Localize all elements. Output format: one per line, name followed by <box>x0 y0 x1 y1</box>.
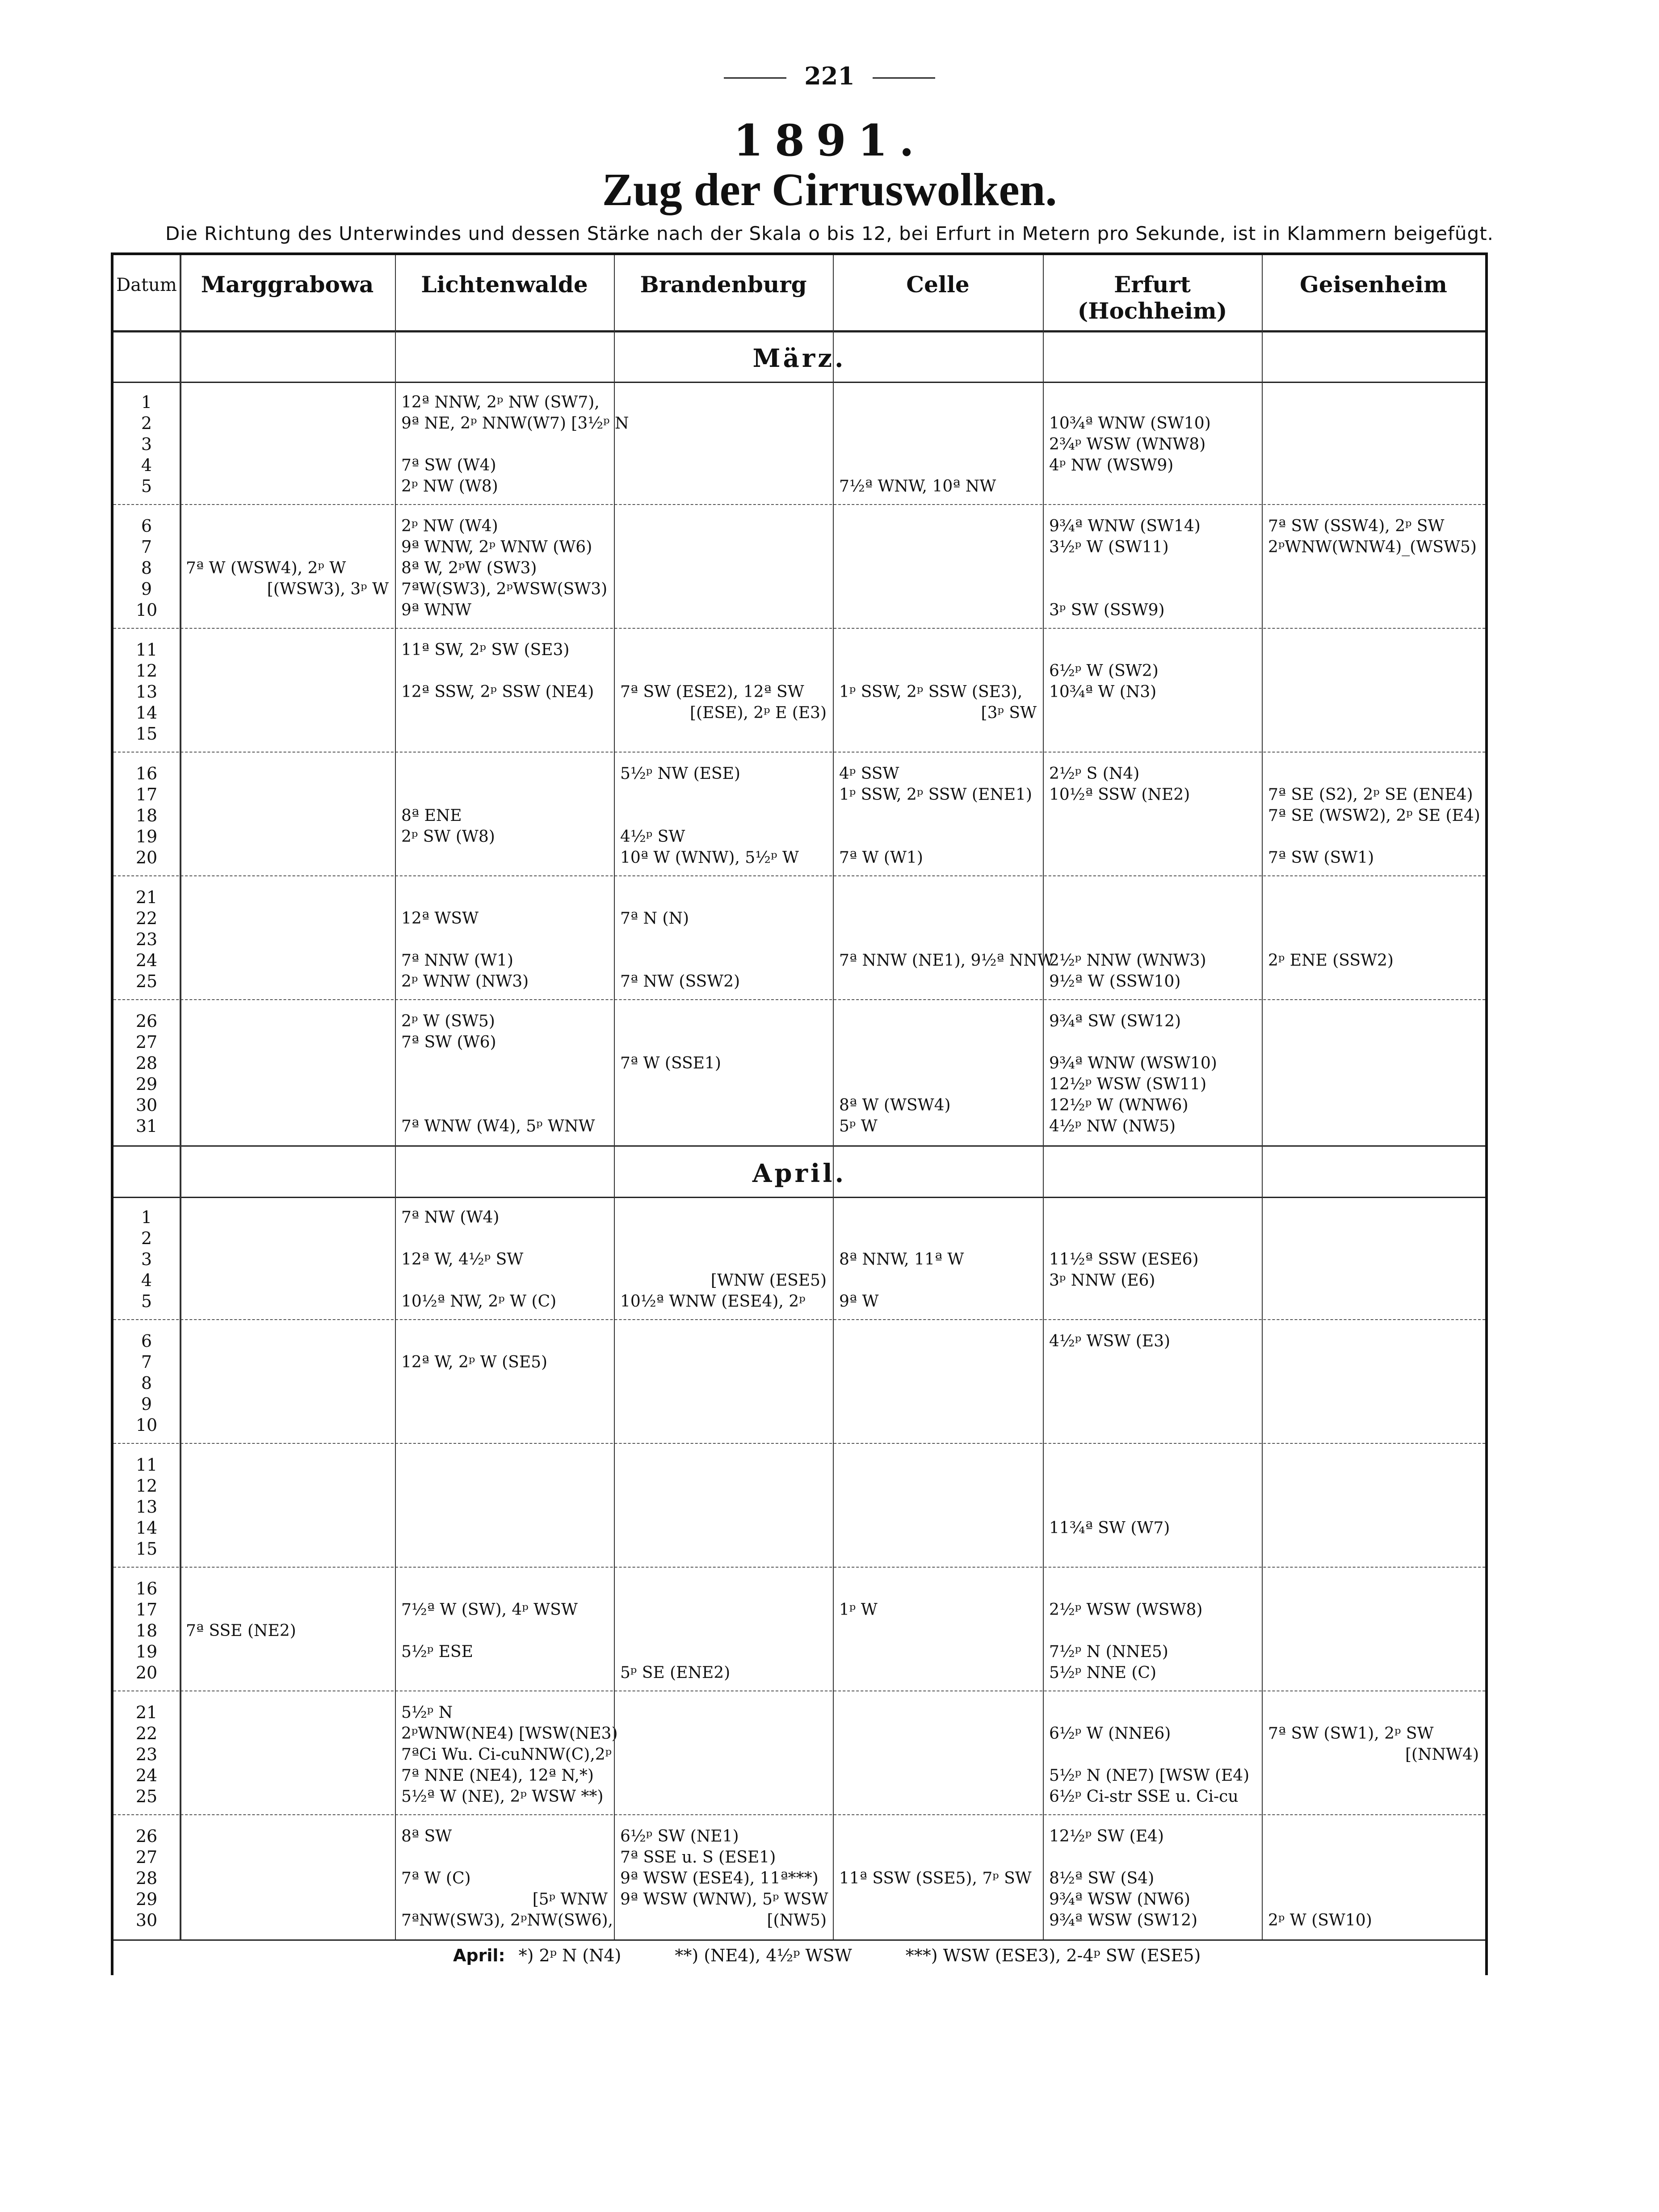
station-cell-celle: 9ª W <box>839 1292 879 1311</box>
subtitle: Die Richtung des Unterwindes und dessen Stärke nach der Skala o bis 12, bei Erfurt in Metern pro Sekunde, ist in Klammern beigefügt. <box>165 223 1494 244</box>
date-cell: 21 <box>135 887 158 907</box>
station-cell-erfurt-hochheim: 5½ᵖ N (NE7) [WSW (E4) <box>1049 1766 1250 1785</box>
footnote-1: *) 2ᵖ N (N4) <box>518 1946 622 1965</box>
station-cell-celle: [3ᵖ SW <box>981 704 1037 722</box>
station-cell-lichtenwalde: 7ª NNW (W1) <box>401 951 513 970</box>
station-cell-erfurt-hochheim: 2½ᵖ WSW (WSW8) <box>1049 1601 1203 1619</box>
page-number-text: 221 <box>804 62 855 90</box>
station-cell-erfurt-hochheim: 4ᵖ NW (WSW9) <box>1049 456 1174 475</box>
column-rule <box>1043 255 1044 1939</box>
station-cell-brandenburg: 10ª W (WNW), 5½ᵖ W <box>620 849 799 867</box>
date-cell: 3 <box>141 434 152 454</box>
date-cell: 24 <box>135 1766 158 1785</box>
station-cell-celle: 7ª NNW (NE1), 9½ª NNW <box>839 951 1054 970</box>
station-cell-erfurt-hochheim: 9¾ª WSW (SW12) <box>1049 1911 1198 1930</box>
date-cell: 18 <box>135 806 158 825</box>
station-cell-lichtenwalde: 12ª NNW, 2ᵖ NW (SW7), <box>401 393 600 412</box>
station-cell-lichtenwalde: 2ᵖ WNW (NW3) <box>401 972 529 991</box>
station-cell-celle: 11ª SSW (SSE5), 7ᵖ SW <box>839 1869 1032 1888</box>
station-cell-erfurt-hochheim: 12½ᵖ W (WNW6) <box>1049 1096 1189 1114</box>
station-cell-brandenburg: 10½ª WNW (ESE4), 2ᵖ <box>620 1292 806 1311</box>
station-cell-erfurt-hochheim: 11¾ª SW (W7) <box>1049 1519 1170 1537</box>
station-cell-brandenburg: 7ª SW (ESE2), 12ª SW <box>620 683 804 701</box>
column-header-erfurt-hochheim: Erfurt (Hochheim) <box>1077 271 1227 324</box>
station-cell-erfurt-hochheim: 2½ᵖ NNW (WNW3) <box>1049 951 1206 970</box>
date-cell: 30 <box>135 1910 158 1930</box>
station-cell-lichtenwalde: 7ª SW (W6) <box>401 1033 496 1051</box>
station-cell-lichtenwalde: 2ᵖWNW(NE4) [WSW(NE3) <box>401 1724 618 1743</box>
date-cell: 30 <box>135 1095 158 1115</box>
date-cell: 26 <box>135 1011 158 1031</box>
date-cell: 25 <box>135 1787 158 1806</box>
column-header-geisenheim: Geisenheim <box>1300 271 1447 298</box>
date-cell: 18 <box>135 1621 158 1640</box>
date-cell: 29 <box>135 1074 158 1094</box>
station-cell-lichtenwalde: 7½ª W (SW), 4ᵖ WSW <box>401 1601 578 1619</box>
date-cell: 7 <box>141 537 152 557</box>
cirrus-table <box>111 252 1488 1975</box>
station-cell-lichtenwalde: 11ª SW, 2ᵖ SW (SE3) <box>401 641 570 659</box>
station-cell-erfurt-hochheim: 4½ᵖ WSW (E3) <box>1049 1332 1171 1350</box>
date-cell: 23 <box>135 1745 158 1764</box>
station-cell-erfurt-hochheim: 12½ᵖ WSW (SW11) <box>1049 1075 1207 1093</box>
date-cell: 28 <box>135 1053 158 1073</box>
station-cell-marggrabowa: 7ª SSE (NE2) <box>186 1622 296 1640</box>
page-number-rule-left <box>724 77 786 79</box>
station-cell-lichtenwalde: 12ª SSW, 2ᵖ SSW (NE4) <box>401 683 594 701</box>
station-cell-celle: 7ª W (W1) <box>839 849 923 867</box>
date-cell: 27 <box>135 1847 158 1867</box>
date-cell: 23 <box>135 929 158 949</box>
station-cell-lichtenwalde: 9ª NE, 2ᵖ NNW(W7) [3½ᵖ N <box>401 414 629 433</box>
station-cell-lichtenwalde: 7ª W (C) <box>401 1869 471 1888</box>
station-cell-celle: 1ᵖ SSW, 2ᵖ SSW (SE3), <box>839 683 1023 701</box>
year-heading: 1891. <box>733 115 926 166</box>
station-cell-erfurt-hochheim: 3ᵖ SW (SSW9) <box>1049 601 1165 619</box>
date-cell: 31 <box>135 1116 158 1136</box>
station-cell-lichtenwalde: 5½ᵖ ESE <box>401 1643 473 1661</box>
station-cell-lichtenwalde: 8ª W, 2ᵖW (SW3) <box>401 559 537 577</box>
date-cell: 3 <box>141 1249 152 1269</box>
station-cell-erfurt-hochheim: 10½ª SSW (NE2) <box>1049 786 1190 804</box>
date-cell: 20 <box>135 848 158 867</box>
station-cell-lichtenwalde: 5½ª W (NE), 2ᵖ WSW **) <box>401 1787 604 1806</box>
station-cell-erfurt-hochheim: 2¾ᵖ WSW (WNW8) <box>1049 435 1206 454</box>
station-cell-lichtenwalde: 12ª WSW <box>401 909 479 928</box>
station-cell-brandenburg: 9ª WSW (WNW), 5ᵖ WSW <box>620 1890 828 1909</box>
column-rule <box>180 255 181 1939</box>
date-cell: 19 <box>135 1642 158 1661</box>
page-number <box>0 62 1659 90</box>
station-cell-geisenheim: 7ª SE (WSW2), 2ᵖ SE (E4) <box>1268 807 1480 825</box>
date-cell: 11 <box>135 640 158 660</box>
date-cell: 17 <box>135 1600 158 1619</box>
date-cell: 20 <box>135 1663 158 1682</box>
date-cell: 19 <box>135 827 158 846</box>
month-rule <box>113 1197 1485 1198</box>
station-cell-brandenburg: 5ᵖ SE (ENE2) <box>620 1664 731 1682</box>
station-cell-lichtenwalde: 7ªW(SW3), 2ᵖWSW(SW3) <box>401 580 608 598</box>
date-cell: 22 <box>135 1724 158 1743</box>
station-cell-lichtenwalde: [5ᵖ WNW <box>532 1890 608 1909</box>
station-cell-erfurt-hochheim: 3ᵖ NNW (E6) <box>1049 1271 1155 1290</box>
station-cell-lichtenwalde: 7ªCi Wu. Ci-cuNNW(C),2ᵖ <box>401 1745 612 1764</box>
station-cell-lichtenwalde: 9ª WNW <box>401 601 471 619</box>
date-cell: 28 <box>135 1868 158 1888</box>
date-cell: 14 <box>135 1518 158 1538</box>
station-cell-erfurt-hochheim: 6½ᵖ Ci-str SSE u. Ci-cu <box>1049 1787 1239 1806</box>
date-cell: 9 <box>141 579 152 599</box>
date-cell: 6 <box>141 1331 152 1351</box>
date-cell: 13 <box>135 1497 158 1517</box>
station-cell-marggrabowa: 7ª W (WSW4), 2ᵖ W <box>186 559 346 577</box>
date-cell: 27 <box>135 1032 158 1052</box>
station-cell-geisenheim: [(NNW4) <box>1405 1745 1479 1764</box>
date-cell: 22 <box>135 908 158 928</box>
column-header-datum: Datum <box>116 275 177 295</box>
month-rule <box>113 382 1485 383</box>
column-header-lichtenwalde: Lichtenwalde <box>421 271 588 298</box>
station-cell-lichtenwalde: 2ᵖ NW (W8) <box>401 477 498 496</box>
station-cell-lichtenwalde: 12ª W, 4½ᵖ SW <box>401 1250 524 1269</box>
month-heading: April. <box>752 1159 847 1188</box>
station-cell-brandenburg: 5½ᵖ NW (ESE) <box>620 765 740 783</box>
column-rule <box>395 255 396 1939</box>
month-heading: März. <box>752 344 846 373</box>
date-cell: 7 <box>141 1352 152 1372</box>
date-cell: 16 <box>135 764 158 783</box>
footnote-2: **) (NE4), 4½ᵖ WSW <box>675 1946 852 1965</box>
station-cell-brandenburg: 6½ᵖ SW (NE1) <box>620 1827 739 1846</box>
column-header-celle: Celle <box>906 271 970 298</box>
station-cell-erfurt-hochheim: 9¾ª WNW (SW14) <box>1049 517 1201 535</box>
date-cell: 16 <box>135 1579 158 1598</box>
date-cell: 10 <box>135 600 158 620</box>
group-separator <box>113 752 1485 753</box>
station-cell-lichtenwalde: 2ᵖ SW (W8) <box>401 828 495 846</box>
group-separator <box>113 1443 1485 1444</box>
station-cell-marggrabowa: [(WSW3), 3ᵖ W <box>267 580 389 598</box>
station-cell-lichtenwalde: 9ª WNW, 2ᵖ WNW (W6) <box>401 538 592 556</box>
column-rule <box>1262 255 1263 1939</box>
date-cell: 29 <box>135 1889 158 1909</box>
station-cell-lichtenwalde: 8ª ENE <box>401 807 462 825</box>
station-cell-erfurt-hochheim: 12½ᵖ SW (E4) <box>1049 1827 1164 1846</box>
station-cell-geisenheim: 7ª SE (S2), 2ᵖ SE (ENE4) <box>1268 786 1473 804</box>
date-cell: 13 <box>135 682 158 702</box>
date-cell: 5 <box>141 476 152 496</box>
station-cell-brandenburg: [(NW5) <box>767 1911 827 1930</box>
date-cell: 15 <box>135 1539 158 1559</box>
column-header-brandenburg: Brandenburg <box>640 271 807 298</box>
station-cell-lichtenwalde: 7ªNW(SW3), 2ᵖNW(SW6), <box>401 1911 613 1930</box>
station-cell-erfurt-hochheim: 9¾ª SW (SW12) <box>1049 1012 1181 1030</box>
date-cell: 4 <box>141 1270 152 1290</box>
station-cell-erfurt-hochheim: 9½ª W (SSW10) <box>1049 972 1181 991</box>
group-separator <box>113 1814 1485 1815</box>
date-cell: 14 <box>135 703 158 723</box>
group-separator <box>113 875 1485 876</box>
station-cell-erfurt-hochheim: 3½ᵖ W (SW11) <box>1049 538 1169 556</box>
station-cell-lichtenwalde: 7ª SW (W4) <box>401 456 496 475</box>
station-cell-lichtenwalde: 12ª W, 2ᵖ W (SE5) <box>401 1353 548 1371</box>
station-cell-brandenburg: [WNW (ESE5) <box>710 1271 827 1290</box>
group-separator <box>113 999 1485 1000</box>
date-cell: 4 <box>141 455 152 475</box>
station-cell-brandenburg: 7ª W (SSE1) <box>620 1054 721 1072</box>
station-cell-celle: 1ᵖ SSW, 2ᵖ SSW (ENE1) <box>839 786 1032 804</box>
station-cell-erfurt-hochheim: 5½ᵖ NNE (C) <box>1049 1664 1156 1682</box>
date-cell: 12 <box>135 661 158 681</box>
date-cell: 1 <box>141 1207 152 1227</box>
station-cell-celle: 1ᵖ W <box>839 1601 878 1619</box>
group-separator <box>113 504 1485 505</box>
footnote-label: April: <box>453 1946 505 1965</box>
station-cell-erfurt-hochheim: 2½ᵖ S (N4) <box>1049 765 1140 783</box>
date-cell: 25 <box>135 971 158 991</box>
date-cell: 11 <box>135 1455 158 1475</box>
page-title: Zug der Cirruswolken. <box>602 164 1057 215</box>
column-rule <box>833 255 834 1939</box>
station-cell-celle: 7½ª WNW, 10ª NW <box>839 477 996 496</box>
header-rule <box>113 330 1485 332</box>
station-cell-celle: 5ᵖ W <box>839 1117 878 1135</box>
station-cell-lichtenwalde: 8ª SW <box>401 1827 452 1846</box>
station-cell-lichtenwalde: 7ª NNE (NE4), 12ª N,*) <box>401 1766 594 1785</box>
footnote-3: ***) WSW (ESE3), 2-4ᵖ SW (ESE5) <box>905 1946 1201 1965</box>
station-cell-brandenburg: [(ESE), 2ᵖ E (E3) <box>690 704 827 722</box>
date-cell: 5 <box>141 1291 152 1311</box>
station-cell-brandenburg: 9ª WSW (ESE4), 11ª***) <box>620 1869 819 1888</box>
page-number-rule-right <box>873 77 935 79</box>
station-cell-erfurt-hochheim: 6½ᵖ W (SW2) <box>1049 662 1159 680</box>
station-cell-celle: 8ª NNW, 11ª W <box>839 1250 964 1269</box>
station-cell-erfurt-hochheim: 8½ª SW (S4) <box>1049 1869 1155 1888</box>
station-cell-geisenheim: 2ᵖ W (SW10) <box>1268 1911 1372 1930</box>
station-cell-celle: 4ᵖ SSW <box>839 765 899 783</box>
station-cell-geisenheim: 7ª SW (SSW4), 2ᵖ SW <box>1268 517 1445 535</box>
station-cell-erfurt-hochheim: 9¾ª WSW (NW6) <box>1049 1890 1190 1909</box>
date-cell: 15 <box>135 724 158 744</box>
date-cell: 2 <box>141 1228 152 1248</box>
station-cell-geisenheim: 7ª SW (SW1), 2ᵖ SW <box>1268 1724 1434 1743</box>
station-cell-erfurt-hochheim: 10¾ª WNW (SW10) <box>1049 414 1211 433</box>
date-cell: 24 <box>135 950 158 970</box>
station-cell-geisenheim: 7ª SW (SW1) <box>1268 849 1374 867</box>
station-cell-brandenburg: 4½ᵖ SW <box>620 828 685 846</box>
date-cell: 26 <box>135 1826 158 1846</box>
date-cell: 9 <box>141 1394 152 1414</box>
date-cell: 21 <box>135 1703 158 1722</box>
date-cell: 2 <box>141 413 152 433</box>
station-cell-lichtenwalde: 2ᵖ W (SW5) <box>401 1012 495 1030</box>
date-cell: 8 <box>141 558 152 578</box>
date-cell: 10 <box>135 1415 158 1435</box>
station-cell-brandenburg: 7ª NW (SSW2) <box>620 972 740 991</box>
group-separator <box>113 1567 1485 1568</box>
column-header-marggrabowa: Marggrabowa <box>201 271 374 298</box>
station-cell-celle: 8ª W (WSW4) <box>839 1096 951 1114</box>
column-rule <box>614 255 615 1939</box>
footnote <box>453 1946 1254 1965</box>
station-cell-lichtenwalde: 10½ª NW, 2ᵖ W (C) <box>401 1292 557 1311</box>
station-cell-lichtenwalde: 2ᵖ NW (W4) <box>401 517 498 535</box>
station-cell-erfurt-hochheim: 6½ᵖ W (NNE6) <box>1049 1724 1171 1743</box>
date-cell: 12 <box>135 1476 158 1496</box>
station-cell-brandenburg: 7ª SSE u. S (ESE1) <box>620 1848 776 1867</box>
date-cell: 6 <box>141 516 152 536</box>
station-cell-lichtenwalde: 5½ᵖ N <box>401 1703 453 1722</box>
group-separator <box>113 628 1485 629</box>
date-cell: 8 <box>141 1373 152 1393</box>
station-cell-erfurt-hochheim: 7½ᵖ N (NNE5) <box>1049 1643 1168 1661</box>
station-cell-geisenheim: 2ᵖWNW(WNW4)_(WSW5) <box>1268 538 1477 556</box>
section-end-rule <box>113 1145 1485 1147</box>
station-cell-erfurt-hochheim: 11½ª SSW (ESE6) <box>1049 1250 1199 1269</box>
section-end-rule <box>113 1939 1485 1941</box>
station-cell-erfurt-hochheim: 9¾ª WNW (WSW10) <box>1049 1054 1217 1072</box>
date-cell: 17 <box>135 785 158 804</box>
station-cell-erfurt-hochheim: 4½ᵖ NW (NW5) <box>1049 1117 1176 1135</box>
station-cell-lichtenwalde: 7ª NW (W4) <box>401 1208 500 1227</box>
station-cell-brandenburg: 7ª N (N) <box>620 909 689 928</box>
station-cell-erfurt-hochheim: 10¾ª W (N3) <box>1049 683 1157 701</box>
date-cell: 1 <box>141 392 152 412</box>
group-separator <box>113 1319 1485 1320</box>
station-cell-lichtenwalde: 7ª WNW (W4), 5ᵖ WNW <box>401 1117 595 1135</box>
station-cell-geisenheim: 2ᵖ ENE (SSW2) <box>1268 951 1394 970</box>
